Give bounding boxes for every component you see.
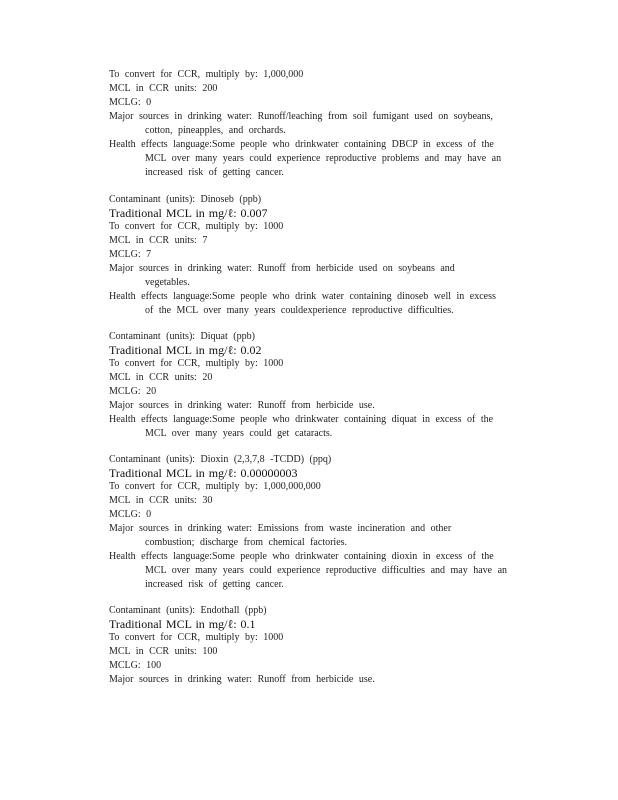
traditional-mcl: Traditional MCL in mg/ℓ: 0.007	[109, 206, 268, 220]
mclg: MCLG: 20	[109, 386, 157, 397]
mclg: MCLG: 100	[109, 660, 162, 671]
contaminant-heading: Contaminant (units): Dioxin (2,3,7,8 -TCDD) (ppq)	[109, 454, 332, 465]
mclg: MCLG: 0	[109, 509, 152, 520]
convert-factor: To convert for CCR, multiply by: 1000	[109, 221, 284, 232]
health-effects-cont: MCL over many years could experience reproductive problems and may have an	[145, 153, 502, 164]
health-effects: Health effects language:Some people who drinkwater containing diquat in excess of the	[109, 414, 494, 425]
health-effects: Health effects language:Some people who drinkwater containing dioxin in excess of the	[109, 551, 494, 562]
convert-factor: To convert for CCR, multiply by: 1000	[109, 632, 284, 643]
mcl-ccr: MCL in CCR units: 7	[109, 235, 208, 246]
major-sources: Major sources in drinking water: Emissions from waste incineration and other	[109, 523, 452, 534]
mclg: MCLG: 7	[109, 249, 152, 260]
traditional-mcl: Traditional MCL in mg/ℓ: 0.02	[109, 343, 262, 357]
mclg: MCLG: 0	[109, 97, 152, 108]
traditional-mcl: Traditional MCL in mg/ℓ: 0.00000003	[109, 466, 298, 480]
convert-factor: To convert for CCR, multiply by: 1000	[109, 358, 284, 369]
mcl-ccr: MCL in CCR units: 200	[109, 83, 218, 94]
major-sources: Major sources in drinking water: Runoff/leaching from soil fumigant used on soybeans,	[109, 111, 493, 122]
mcl-ccr: MCL in CCR units: 30	[109, 495, 213, 506]
major-sources-cont: combustion; discharge from chemical factories.	[145, 537, 348, 548]
major-sources: Major sources in drinking water: Runoff from herbicide use.	[109, 674, 375, 685]
health-effects-cont: increased risk of getting cancer.	[145, 579, 284, 590]
health-effects: Health effects language:Some people who drink water containing dinoseb well in excess	[109, 291, 496, 302]
major-sources-cont: cotton, pineapples, and orchards.	[145, 125, 286, 136]
major-sources: Major sources in drinking water: Runoff from herbicide used on soybeans and	[109, 263, 455, 274]
mcl-ccr: MCL in CCR units: 100	[109, 646, 218, 657]
convert-factor: To convert for CCR, multiply by: 1,000,000	[109, 69, 304, 80]
health-effects-cont: MCL over many years could get cataracts.	[145, 428, 333, 439]
mcl-ccr: MCL in CCR units: 20	[109, 372, 213, 383]
major-sources: Major sources in drinking water: Runoff from herbicide use.	[109, 400, 375, 411]
contaminant-heading: Contaminant (units): Diquat (ppb)	[109, 331, 255, 342]
major-sources-cont: vegetables.	[145, 277, 190, 288]
health-effects-cont: increased risk of getting cancer.	[145, 167, 284, 178]
contaminant-heading: Contaminant (units): Endothall (ppb)	[109, 605, 267, 616]
health-effects-cont: of the MCL over many years couldexperience reproductive difficulties.	[145, 305, 454, 316]
convert-factor: To convert for CCR, multiply by: 1,000,000,000	[109, 481, 321, 492]
health-effects-cont: MCL over many years could experience reproductive difficulties and may have an	[145, 565, 508, 576]
traditional-mcl: Traditional MCL in mg/ℓ: 0.1	[109, 617, 256, 631]
contaminant-heading: Contaminant (units): Dinoseb (ppb)	[109, 194, 262, 205]
health-effects: Health effects language:Some people who drinkwater containing DBCP in excess of the	[109, 139, 494, 150]
